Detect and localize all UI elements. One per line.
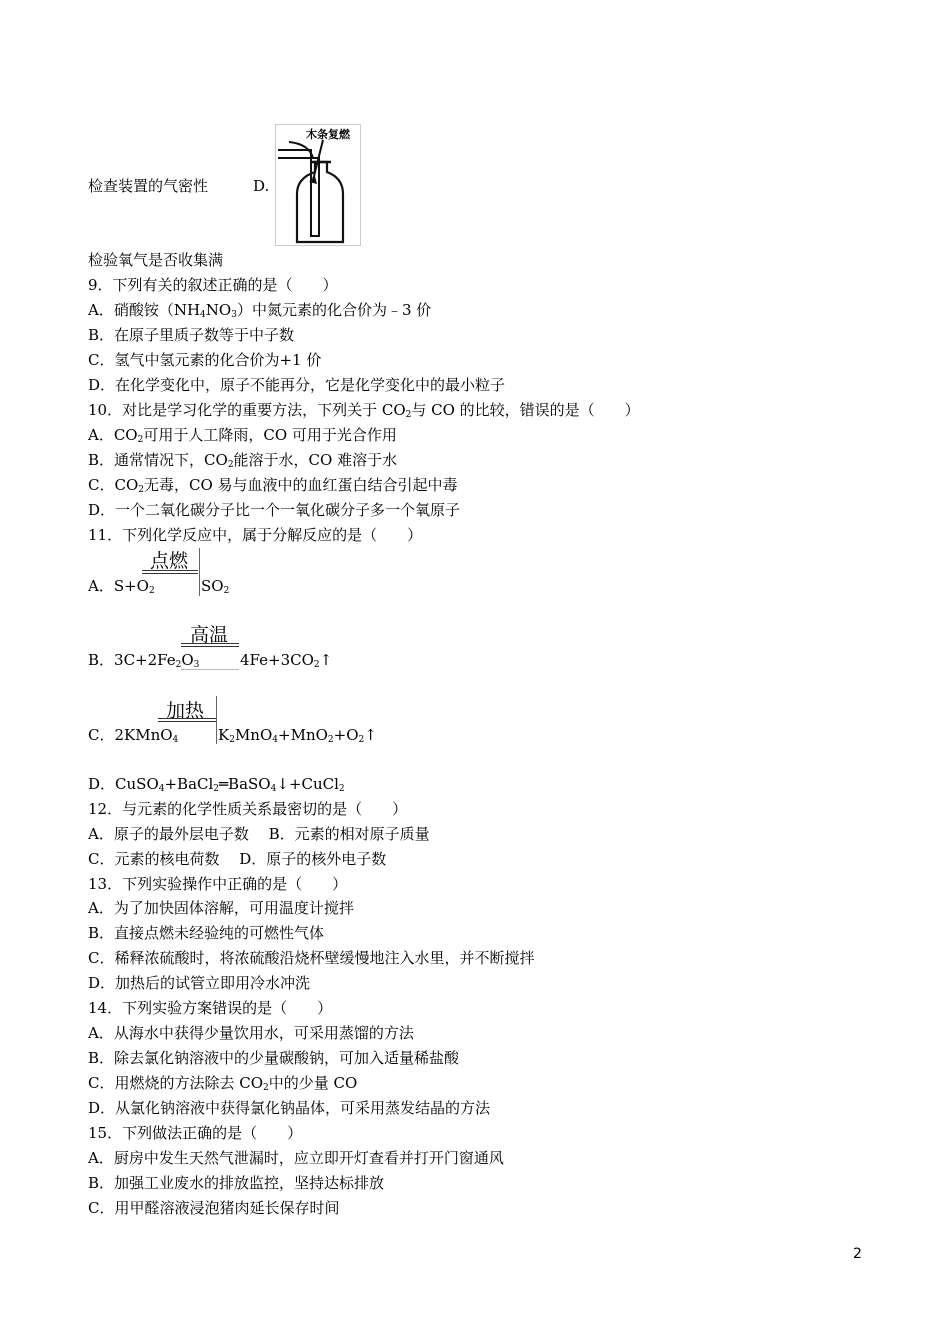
q13-option-c: C．稀释浓硫酸时，将浓硫酸沿烧杯壁缓慢地注入水里，并不断搅拌 <box>88 949 535 967</box>
bottle-caption: 木条复燃 <box>306 128 350 141</box>
q11-stem: 11．下列化学反应中，属于分解反应的是（ ） <box>88 526 423 544</box>
option-c-caption-text: 检查装置的气密性 <box>88 177 209 195</box>
q9-stem: 9．下列有关的叙述正确的是（ ） <box>88 276 338 294</box>
q14-option-b: B．除去氯化钠溶液中的少量碳酸钠，可加入适量稀盐酸 <box>88 1049 460 1067</box>
q13-stem: 13．下列实验操作中正确的是（ ） <box>88 875 348 893</box>
q14-option-c: C．用燃烧的方法除去 $CO_2$中的少量 CO <box>88 1074 358 1093</box>
q12-options-ab: A．原子的最外层电子数 B．元素的相对原子质量 <box>88 825 430 843</box>
option-d-caption: 检验氧气是否收集满 <box>88 251 224 269</box>
option-d-label: D. <box>253 177 270 195</box>
q10-option-d: D．一个二氧化碳分子比一个一氧化碳分子多一个氧原子 <box>88 501 461 519</box>
gas-bottle-figure <box>275 124 361 246</box>
q15-stem: 15．下列做法正确的是（ ） <box>88 1124 303 1142</box>
q12-options-cd: C．元素的核电荷数 D．原子的核外电子数 <box>88 850 387 868</box>
q9-option-d: D．在化学变化中，原子不能再分，它是化学变化中的最小粒子 <box>88 376 506 394</box>
q11-a-divider <box>199 548 200 596</box>
q15-option-c: C．用甲醛溶液浸泡猪肉延长保存时间 <box>88 1199 340 1217</box>
q11-c-condition: 加热 <box>166 700 205 722</box>
q13-option-d: D．加热后的试管立即用冷水冲洗 <box>88 974 311 992</box>
q11-c-divider <box>216 696 217 744</box>
q11-option-b-left: B．$3C+2Fe_2O_3$ <box>88 651 200 670</box>
q11-option-a-right: $SO_2$ <box>201 577 230 596</box>
q10-option-a: A．$CO_2$可用于人工降雨，CO 可用于光合作用 <box>88 426 397 445</box>
q11-option-c-right: $K_2MnO_4+MnO_2+O_2↑$ <box>218 726 377 745</box>
q10-option-c: C．$CO_2$无毒，CO 易与血液中的血红蛋白结合引起中毒 <box>88 476 458 495</box>
q14-option-d: D．从氯化钠溶液中获得氯化钠晶体，可采用蒸发结晶的方法 <box>88 1099 491 1117</box>
q10-stem: 10．对比是学习化学的重要方法，下列关于 $CO_2$与 CO 的比较，错误的是（ ） <box>88 401 640 420</box>
q10-option-b: B．通常情况下，$CO_2$能溶于水，CO 难溶于水 <box>88 451 398 470</box>
q15-option-a: A．厨房中发生天然气泄漏时，应立即开灯查看并打开门窗通风 <box>88 1149 504 1167</box>
q14-option-a: A．从海水中获得少量饮用水，可采用蒸馏的方法 <box>88 1024 414 1042</box>
q12-stem: 12．与元素的化学性质关系最密切的是（ ） <box>88 800 408 818</box>
q13-option-a: A．为了加快固体溶解，可用温度计搅拌 <box>88 899 354 917</box>
q9-option-a: A．硝酸铵$(NH_4NO_3)$中氮元素的化合价为﹣3 价 <box>88 301 432 320</box>
q11-b-arrow-top <box>181 643 239 644</box>
q11-c-arrow-top <box>158 718 216 719</box>
page-number: 2 <box>853 1246 862 1262</box>
q14-stem: 14．下列实验方案错误的是（ ） <box>88 999 333 1017</box>
q15-option-b: B．加强工业废水的排放监控，坚持达标排放 <box>88 1174 385 1192</box>
q11-a-condition: 点燃 <box>150 550 189 572</box>
q11-a-arrow-bottom <box>142 573 198 574</box>
q9-option-b: B．在原子里质子数等于中子数 <box>88 326 295 344</box>
q11-b-condition: 高温 <box>190 624 229 646</box>
q11-b-arrow-bottom <box>181 646 239 647</box>
q11-option-b-right: $4Fe+3CO_2↑$ <box>240 651 333 670</box>
q11-option-c-left: C．2KMnO$_4$ <box>88 726 179 745</box>
q11-a-arrow-top <box>142 570 198 571</box>
q11-option-a-left: A．$S+O_2$ <box>88 577 155 596</box>
q11-c-arrow-bottom <box>158 721 216 722</box>
q11-option-d: D．CuSO$_4$+BaCl$_2$═BaSO$_4$↓+CuCl$_2$ <box>88 775 345 794</box>
q9-option-c: C．氢气中氢元素的化合价为+1 价 <box>88 351 322 369</box>
q13-option-b: B．直接点燃未经验纯的可燃性气体 <box>88 924 325 942</box>
